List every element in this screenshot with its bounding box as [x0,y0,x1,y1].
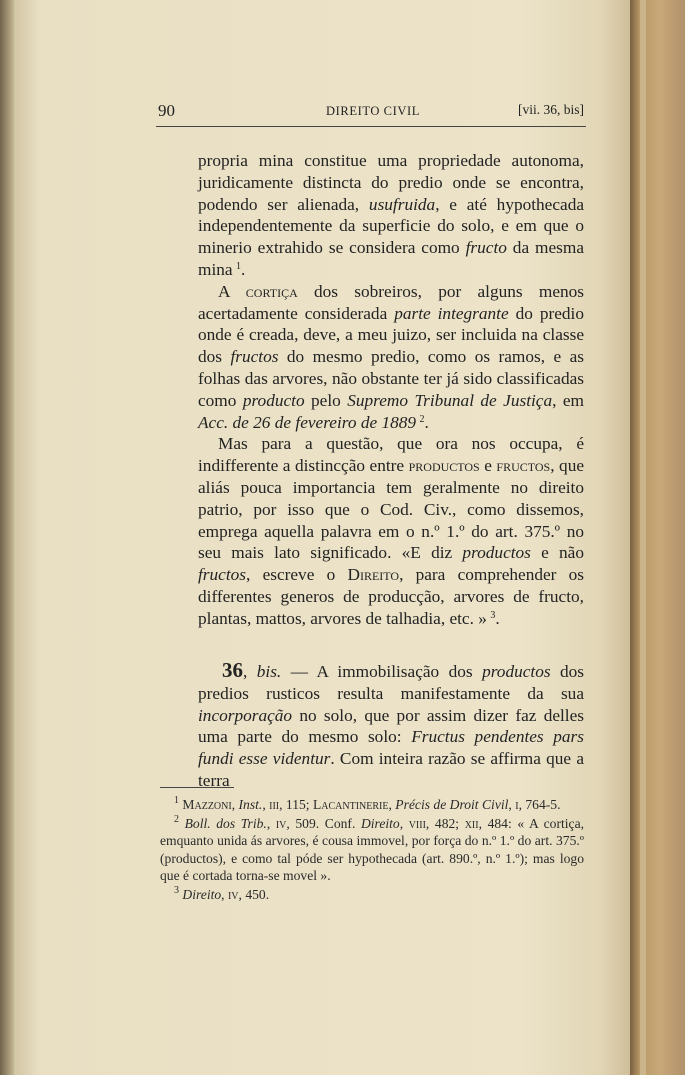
page-number: 90 [158,101,175,120]
header-rule [156,126,586,127]
section-reference: [vii. 36, bis] [518,102,584,117]
footnote-2: $^2$ Boll. dos Trib., iv, 509. Conf. Direito, viii, 482; xii, 484: « A cortiça, emquanto unida ás arvores, é cousa immovel, por força do n.º 1.º do art. 375.º (productos), e como tal póde ser hypothecada (art. 890.º, n.º 1.º); mas logo que é cortada torna-se movel ». [160,813,585,884]
footnote-rule [160,787,234,788]
footnote-ref-1: 1 [236,260,242,272]
page-header [158,103,584,123]
paragraph-3: Mas para a questão, que ora nos occupa, é indifferente a distincção entre productos e fructos, que aliás pouca importancia tem geralmente no direito patrio, por isso que o Cod. Civ., como dissemos, emprega aquella palavra em o n.º 1.º do art. 375.º no seu mais lato significado. «E diz productos e não fructos, escreve o Direito, para comprehender os differentes generos de producção, arvores de fructo, plantas, mattos, arvores de talhadia, etc. » $^3$. [198,434,585,628]
paragraph-1: propria mina constitue uma propriedade autonoma, juridicamente distincta do predio onde se encontra, podendo ser alienada, usufruida, e até hypothecada independentemente da superficie do solo, e em que o minerio extrahido se considera como fructo da mesma mina $^1$. [198,151,585,279]
footnotes [160,796,584,905]
page-edge-highlight [640,0,646,1075]
section-number: 36 [222,658,243,682]
footnote-ref-2: 2 [419,413,425,425]
book-binding [0,0,14,1075]
footnote-ref-3: 3 [490,609,496,621]
running-title: DIREITO CIVIL [326,104,421,118]
main-text [198,150,584,630]
footnote-1: $^1$ Mazzoni, Inst., iii, 115; Lacantinerie, Précis de Droit Civil, i, 764-5. [174,795,561,812]
section-36-bis: 36, bis. — A immobilisação dos productos dos predios rusticos resulta manifestamente da sua incorporação no solo, que por assim dizer faz delles uma parte do mesmo solo: Fructus pendentes pars fundi esse videntur. Com inteira razão se affirma que a terra [198,658,585,790]
paragraph-2: A cortiça dos sobreiros, por alguns menos acertadamente considerada parte integrante do predio onde é creada, deve, a meu juizo, ser incluida na classe dos fructos do mesmo predio, como os ramos, e as folhas das arvores, não obstante ter já sido classificadas como producto pelo Supremo Tribunal de Justiça, em Acc. de 26 de fevereiro de 1889 $^2$. [198,281,584,432]
section-bis: bis. [256,662,282,681]
footnote-3: $^3$ Direito, iv, 450. [174,884,270,902]
adjacent-page-edge [630,0,685,1075]
